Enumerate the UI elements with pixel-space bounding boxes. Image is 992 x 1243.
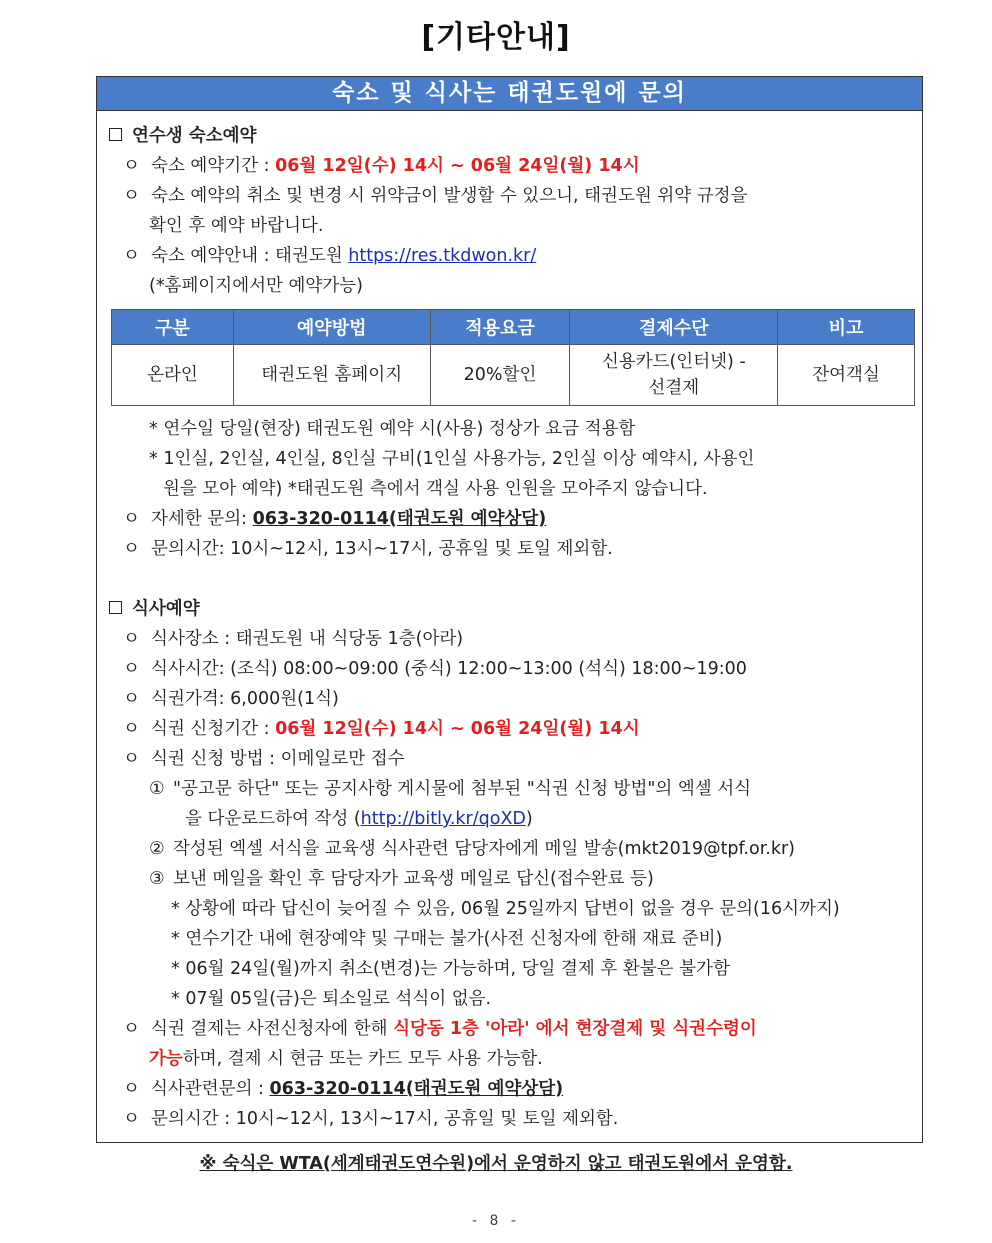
meal-sub4: * 07월 05일(금)은 퇴소일로 석식이 없음.: [171, 989, 492, 1009]
table-cell: [570, 345, 778, 406]
payment-line2: 선결제: [648, 378, 700, 398]
table-cell: 잔여객실: [778, 345, 915, 406]
table-header: 적용요금: [430, 310, 570, 345]
meal-pay-highlight: 식당동 1층 '아라' 에서 현장결제 및 식권수령이: [393, 1019, 757, 1039]
table-cell: 온라인: [112, 345, 234, 406]
meal-pay-post: 하며, 결제 시 현금 또는 카드 모두 사용 가능함.: [182, 1049, 543, 1069]
lodging-hours-text: 문의시간: 10시~12시, 13시~17시, 공휴일 및 토일 제외함.: [151, 539, 613, 559]
meal-step1: [107, 774, 912, 804]
meal-inquiry: [107, 1074, 912, 1104]
lodging-note2-line1: * 1인실, 2인실, 4인실, 8인실 구비(1인실 사용가능, 2인실 이상 예약시, 사용인: [149, 449, 755, 469]
meal-time-text: 식사시간: (조식) 08:00~09:00 (중식) 12:00~13:00 (석식) 18:00~19:00: [151, 659, 747, 679]
lodging-inquiry-phone: 063-320-0114(태권도원 예약상담): [252, 509, 547, 529]
meal-step1-line1: "공고문 하단" 또는 공지사항 게시물에 첨부된 "식권 신청 방법"의 엑셀 서식: [173, 779, 752, 799]
meal-payment: [107, 1014, 912, 1044]
meal-step3-text: 보낸 메일을 확인 후 담당자가 교육생 메일로 답신(접수완료 등): [173, 869, 654, 889]
lodging-reservation-link[interactable]: https://res.tkdwon.kr/: [348, 246, 537, 266]
lodging-period-value: 06월 12일(수) 14시 ~ 06월 24일(월) 14시: [275, 156, 640, 176]
meal-time: [107, 654, 912, 684]
meal-step1-pre: 을 다운로드하여 작성 (: [185, 809, 361, 829]
meal-period: [107, 714, 912, 744]
lodging-cancel: [107, 181, 912, 211]
meal-step2-text: 작성된 엑셀 서식을 교육생 식사관련 담당자에게 메일 발송(mkt2019@tpf.or.kr): [173, 839, 795, 859]
table-header: 비고: [778, 310, 915, 345]
bullet: ㅇ: [123, 1079, 140, 1099]
lodging-inquiry: [107, 504, 912, 534]
meal-step3: [107, 864, 912, 894]
meal-price-text: 식권가격: 6,000원(1식): [151, 689, 339, 709]
bullet: ㅇ: [123, 719, 140, 739]
meal-place: [107, 624, 912, 654]
meal-price: [107, 684, 912, 714]
bullet: ㅇ: [123, 689, 140, 709]
meal-sub2: * 연수기간 내에 현장예약 및 구매는 불가(사전 신청자에 한해 재료 준비): [171, 929, 723, 949]
lodging-hours: [107, 534, 912, 564]
meal-pay-pre: 식권 결제는 사전신청자에 한해: [151, 1019, 394, 1039]
table-header: 예약방법: [233, 310, 430, 345]
table-cell: 20%할인: [430, 345, 570, 406]
table-header-row: [112, 310, 915, 345]
meal-place-text: 식사장소 : 태권도원 내 식당동 1층(아라): [151, 629, 464, 649]
meal-sub3: * 06월 24일(월)까지 취소(변경)는 가능하며, 당일 결제 후 환불은 불가함: [171, 959, 730, 979]
step-number: ①: [149, 779, 165, 799]
meal-period-label: 식권 신청기간 :: [151, 719, 276, 739]
meal-period-value: 06월 12일(수) 14시 ~ 06월 24일(월) 14시: [275, 719, 640, 739]
step-number: ③: [149, 869, 165, 889]
lodging-note1: * 연수일 당일(현장) 태권도원 예약 시(사용) 정상가 요금 적용함: [149, 419, 636, 439]
payment-line1: 신용카드(인터넷) -: [601, 352, 746, 372]
meal-inquiry-label: 식사관련문의 :: [151, 1079, 270, 1099]
table-cell: 태권도원 홈페이지: [233, 345, 430, 406]
lodging-heading-text: 연수생 숙소예약: [132, 126, 257, 146]
lodging-period: [107, 151, 912, 181]
lodging-inquiry-label: 자세한 문의:: [151, 509, 253, 529]
bullet: ㅇ: [123, 1019, 140, 1039]
meal-hours-text: 문의시간 : 10시~12시, 13시~17시, 공휴일 및 토일 제외함.: [151, 1109, 619, 1129]
lodging-heading: [107, 121, 912, 151]
lodging-note2-line2: 원을 모아 예약) *태권도원 측에서 객실 사용 인원을 모아주지 않습니다.: [163, 479, 708, 499]
page-title: [기타안내]: [421, 20, 571, 55]
lodging-cancel-line2: 확인 후 예약 바랍니다.: [149, 216, 324, 236]
info-frame: [96, 76, 923, 1143]
square-bullet-icon: [109, 128, 122, 141]
meal-hours: [107, 1104, 912, 1134]
bullet: ㅇ: [123, 629, 140, 649]
lodging-period-label: 숙소 예약기간 :: [151, 156, 276, 176]
table-row: [112, 345, 915, 406]
meal-heading: [107, 594, 912, 624]
step-number: ②: [149, 839, 165, 859]
footer-note: ※ 숙식은 WTA(세계태권도연수원)에서 운영하지 않고 태권도원에서 운영함.: [199, 1154, 793, 1174]
bullet: ㅇ: [123, 659, 140, 679]
bullet: ㅇ: [123, 1109, 140, 1129]
bullet: ㅇ: [123, 749, 140, 769]
meal-sub1: * 상황에 따라 답신이 늦어질 수 있음, 06월 25일까지 답변이 없을 경우 문의(16시까지): [171, 899, 840, 919]
meal-method: [107, 744, 912, 774]
bullet: ㅇ: [123, 186, 140, 206]
meal-step2: [107, 834, 912, 864]
meal-payment-line2: [107, 1044, 912, 1074]
lodging-guide: [107, 241, 912, 271]
bullet: ㅇ: [123, 509, 140, 529]
meal-step1-post: ): [525, 809, 533, 829]
table-header: 구분: [112, 310, 234, 345]
meal-heading-text: 식사예약: [132, 599, 200, 619]
lodging-cancel-line1: 숙소 예약의 취소 및 변경 시 위약금이 발생할 수 있으니, 태권도원 위약 규정을: [151, 186, 748, 206]
reservation-table: [111, 309, 915, 406]
lodging-guide-label: 숙소 예약안내 : 태권도원: [151, 246, 349, 266]
table-header: 결제수단: [570, 310, 778, 345]
bullet: ㅇ: [123, 246, 140, 266]
content: [97, 111, 922, 1134]
banner: 숙소 및 식사는 태권도원에 문의: [97, 77, 922, 111]
bullet: ㅇ: [123, 539, 140, 559]
lodging-guide-note: (*홈페이지에서만 예약가능): [149, 276, 363, 296]
page-number: - 8 -: [472, 1213, 520, 1229]
meal-form-link[interactable]: http://bitly.kr/qoXD: [360, 809, 526, 829]
meal-inquiry-phone: 063-320-0114(태권도원 예약상담): [269, 1079, 564, 1099]
meal-method-text: 식권 신청 방법 : 이메일로만 접수: [151, 749, 405, 769]
meal-step1-line2: [107, 804, 912, 834]
square-bullet-icon: [109, 601, 122, 614]
meal-pay-highlight2: 가능: [149, 1049, 183, 1069]
bullet: ㅇ: [123, 156, 140, 176]
